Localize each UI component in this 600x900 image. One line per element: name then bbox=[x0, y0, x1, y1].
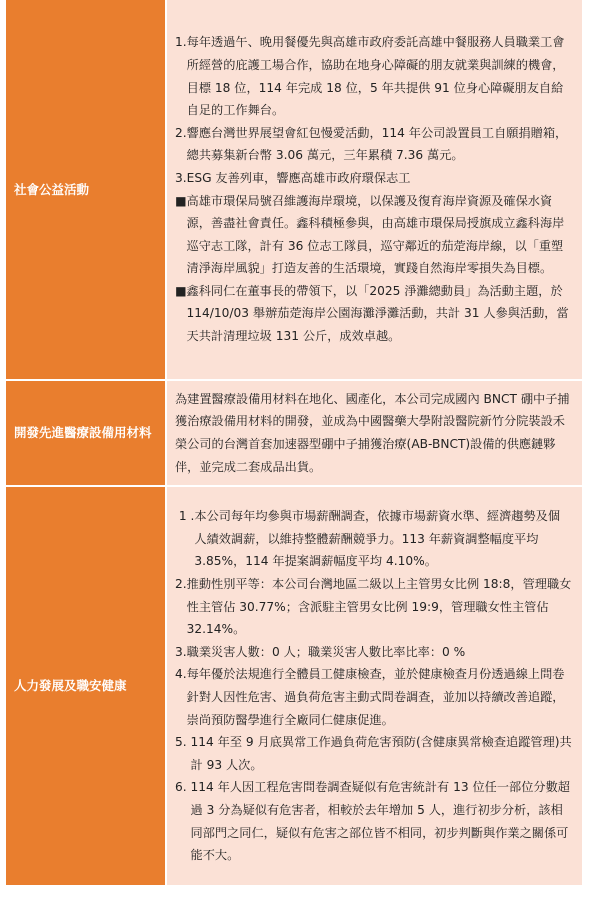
item-number: 5. bbox=[175, 735, 191, 750]
category-cell: 開發先進醫療設備用材料 bbox=[6, 380, 166, 486]
content-cell bbox=[166, 0, 582, 380]
category-cell: 社會公益活動 bbox=[6, 0, 166, 380]
list-item bbox=[175, 280, 572, 348]
item-number: 3. bbox=[175, 644, 187, 659]
item-number: 4. bbox=[175, 667, 187, 682]
item-number: 6. bbox=[175, 780, 191, 795]
item-text: 114 年人因工程危害問卷調查疑似有危害統計有 13 位任一部位分數超過 3 分為疑似有危害者，相較於去年增加 5 人，進行初步分析，該相同部門之同仁，疑似有危害之部位皆不相同，初步判斷與作業之關係可能不大。 bbox=[190, 780, 570, 863]
list-item bbox=[175, 776, 572, 866]
table-row bbox=[6, 0, 582, 380]
item-text: 114 年至 9 月底異常工作過負荷危害預防(含健康異常檢查追蹤管理)共計 93 人次。 bbox=[190, 735, 572, 772]
paragraph-text: 為建置醫療設備用材料在地化、國產化，本公司完成國內 BNCT 硼中子捕獲治療設備用材料的開發，並成為中國醫藥大學附設醫院新竹分院裝設禾榮公司的台灣首套加速器型硼中子捕獲治療(AB-BNCT)設備的供應鏈夥伴，並完成二套成品出貨。 bbox=[175, 391, 570, 474]
list-item bbox=[175, 663, 572, 731]
item-number: 2. bbox=[175, 125, 187, 140]
item-number: 3. bbox=[175, 170, 187, 185]
item-text: 高雄市環保局號召維護海岸環境，以保護及復育海岸資源及確保水資源，善盡社會責任。鑫科積極參與，由高雄市環保局授旗成立鑫科海岸巡守志工隊，計有 36 位志工隊員，巡守鄰近的茄萣海岸線，以「重塑清淨海岸風貌」打造友善的生活環境，實踐自然海岸零損失為目標。 bbox=[186, 193, 565, 276]
list-item bbox=[175, 641, 572, 664]
item-text: 響應台灣世界展望會紅包慢愛活動，114 年公司設置員工自願捐贈箱，總共募集新台幣 3.06 萬元，三年累積 7.36 萬元。 bbox=[186, 125, 568, 163]
item-text: 推動性別平等：本公司台灣地區二級以上主管男女比例 18:8，管理職女性主管佔 30.77%；含派駐主管男女比例 19:9，管理職女性主管佔 32.14%。 bbox=[186, 577, 572, 637]
item-text: 職業災害人數：0 人；職業災害人數比率比率：0 % bbox=[186, 644, 466, 659]
bullet-icon: ■ bbox=[175, 193, 187, 208]
item-number: 1 . bbox=[175, 509, 195, 524]
table-row bbox=[6, 486, 582, 886]
list-item bbox=[175, 731, 572, 776]
table-row bbox=[6, 380, 582, 486]
esg-table bbox=[6, 0, 582, 887]
item-text: 鑫科同仁在董事長的帶領下，以「2025 淨灘總動員」為活動主題，於 114/10/03 舉辦茄萣海岸公園海灘淨灘活動，共計 31 人參與活動，當天共計清理垃圾 131 公斤，成效卓越。 bbox=[186, 283, 569, 344]
list-item bbox=[175, 122, 572, 167]
content-cell bbox=[166, 486, 582, 886]
list-item bbox=[175, 190, 572, 280]
category-cell: 人力發展及職安健康 bbox=[6, 486, 166, 886]
content-cell bbox=[166, 380, 582, 486]
item-number: 2. bbox=[175, 577, 187, 592]
list-item bbox=[175, 573, 572, 641]
item-text: 每年透過午、晚用餐優先與高雄市政府委託高雄中餐服務人員職業工會所經營的庇護工場合作，協助在地身心障礙的朋友就業與訓練的機會，目標 18 位，114 年完成 18 位，5 年共提供 91 位身心障礙朋友自給自足的工作舞台。 bbox=[186, 35, 565, 118]
list-item bbox=[175, 505, 572, 573]
item-number: 1. bbox=[175, 35, 187, 50]
item-text: 本公司每年均參與市場薪酬調查，依據市場薪資水準、經濟趨勢及個人績效調薪，以維持整體薪酬競爭力。113 年薪資調整幅度平均 3.85%，114 年提案調薪幅度平均 4.10%。 bbox=[194, 509, 561, 569]
list-item bbox=[175, 31, 572, 121]
item-text: ESG 友善列車，響應高雄市政府環保志工 bbox=[186, 170, 411, 185]
item-text: 每年優於法規進行全體員工健康檢查，並於健康檢查月份透過線上問卷針對人因性危害、過負荷危害主動式問卷調查，並加以持續改善追蹤，崇尚預防醫學進行全廠同仁健康促進。 bbox=[186, 667, 565, 727]
list-item bbox=[175, 167, 572, 190]
bullet-icon: ■ bbox=[175, 283, 187, 298]
